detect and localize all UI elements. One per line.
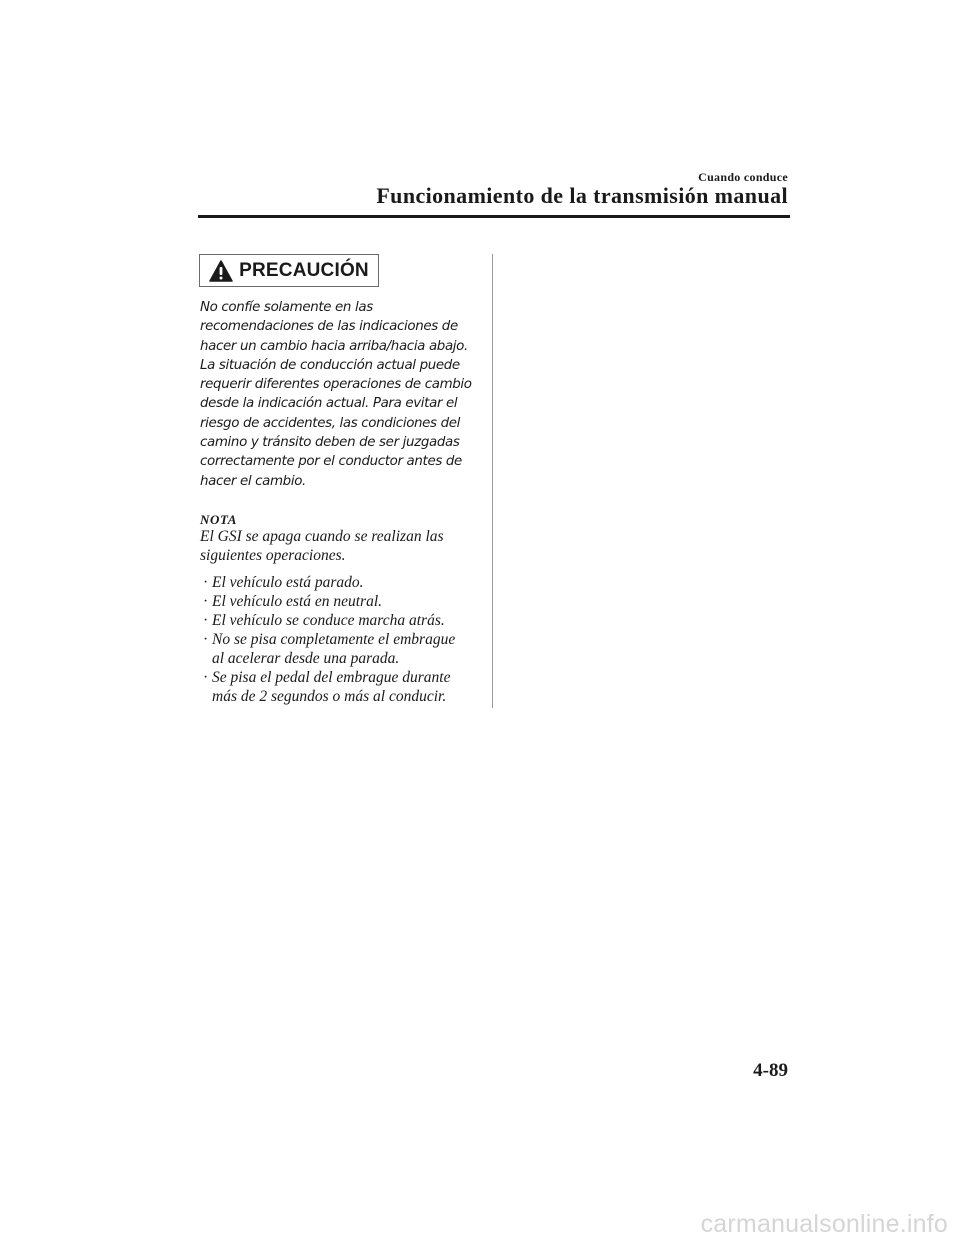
title-rule xyxy=(198,215,790,218)
bullet-dot-icon: · xyxy=(203,593,209,610)
caution-text-line: recomendaciones de las indicaciones de xyxy=(200,319,458,335)
caution-text-line: desde la indicación actual. Para evitar el xyxy=(200,396,458,412)
list-item-text: El vehículo está en neutral. xyxy=(212,593,383,610)
watermark: carmanualsonline.info xyxy=(700,1210,948,1238)
list-item xyxy=(200,668,490,706)
caution-text-line: La situación de conducción actual puede xyxy=(200,357,460,373)
list-item-text: No se pisa completamente el embrague xyxy=(212,631,456,648)
caution-text xyxy=(200,298,480,491)
caution-box xyxy=(199,254,379,287)
list-item xyxy=(200,573,490,592)
bullet-dot-icon: · xyxy=(203,669,209,686)
column-divider xyxy=(492,254,493,708)
list-item xyxy=(200,611,490,630)
caution-text-line: hacer un cambio hacia arriba/hacia abajo. xyxy=(200,338,468,354)
list-item xyxy=(200,630,490,668)
list-item-text: El vehículo se conduce marcha atrás. xyxy=(212,612,445,629)
note-text xyxy=(200,527,485,565)
caution-text-line: camino y tránsito deben de ser juzgadas xyxy=(200,435,460,451)
caution-text-line: No confíe solamente en las xyxy=(200,300,373,315)
caution-text-line: riesgo de accidentes, las condiciones del xyxy=(200,415,461,431)
list-item-text: Se pisa el pedal del embrague durante xyxy=(212,669,451,686)
caution-text-line: hacer el cambio. xyxy=(200,473,306,489)
note-text-line: siguientes operaciones. xyxy=(200,547,346,564)
page-title: Funcionamiento de la transmisión manual xyxy=(376,183,788,208)
list-item-text: al acelerar desde una parada. xyxy=(212,650,400,667)
bullet-dot-icon: · xyxy=(203,612,209,629)
list-item-text: más de 2 segundos o más al conducir. xyxy=(212,688,447,705)
warning-triangle-icon xyxy=(209,260,233,282)
list-item-text: El vehículo está parado. xyxy=(212,574,364,591)
caution-title: PRECAUCIÓN xyxy=(239,259,369,281)
page-number: 4-89 xyxy=(753,1060,788,1081)
note-text-line: El GSI se apaga cuando se realizan las xyxy=(200,528,444,545)
caution-text-line: requerir diferentes operaciones de cambio xyxy=(200,377,472,393)
list-item xyxy=(200,592,490,611)
note-label: NOTA xyxy=(200,512,238,527)
caution-text-line: correctamente por el conductor antes de xyxy=(200,454,462,470)
note-bullet-list xyxy=(200,573,490,706)
bullet-dot-icon: · xyxy=(203,631,209,648)
section-label: Cuando conduce xyxy=(698,170,788,184)
bullet-dot-icon: · xyxy=(203,574,209,591)
